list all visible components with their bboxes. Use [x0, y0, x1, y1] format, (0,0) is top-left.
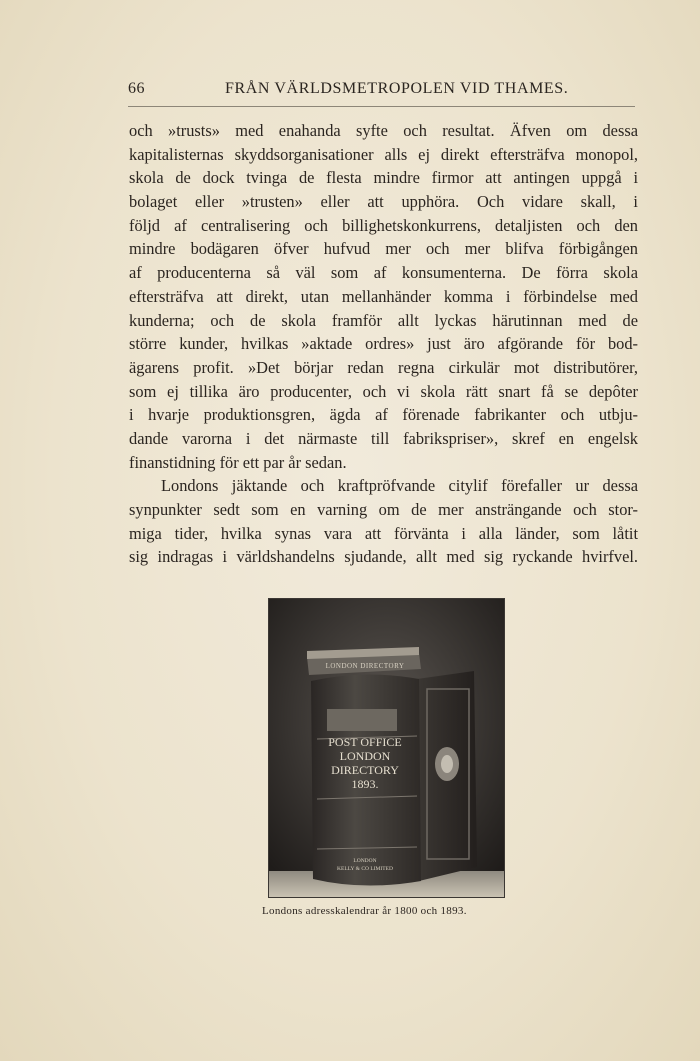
text-line: följd af centralisering och billighetskonkurrens, detaljisten och den — [129, 215, 638, 235]
text-line: kunderna; och de skola framför allt lyckas härutinnan med de — [129, 310, 638, 330]
text-line: skola de dock tvinga de flesta mindre firmor att antingen uppgå i — [129, 168, 638, 188]
text-line: bolaget eller »trusten» eller att upphöra. Och vidare skall, i — [129, 192, 638, 212]
text-line: eftersträfva att direkt, utan mellanhänder komma i förbindelse med — [129, 286, 638, 306]
title-line: LONDON — [339, 749, 391, 763]
text-line: kapitalisternas skyddsorganisationer alls ej direkt eftersträfva monopol, — [129, 144, 638, 164]
running-title: FRÅN VÄRLDSMETROPOLEN VID THAMES. — [225, 80, 569, 97]
text-line: synpunkter sedt som en varning om de mer ansträngande och stor- — [129, 500, 638, 519]
text-line: och »trusts» med enahanda syfte och resultat. Äfven om dessa — [129, 121, 638, 140]
text-line: finanstidning för ett par år sedan. — [129, 452, 347, 472]
header-rule — [128, 106, 635, 107]
imprint-line: LONDON — [353, 858, 377, 864]
title-line: DIRECTORY — [331, 763, 399, 777]
text-line: mindre bodägaren öfver hufvud mer och mer blifva förbigången — [129, 239, 638, 259]
text-line: större kunder, hvilkas »aktade ordres» just äro afgörande för bod- — [129, 334, 638, 354]
text-line: Londons jäktande och kraftpröfvande citylif förefaller ur dessa — [161, 476, 638, 496]
body-text — [129, 119, 638, 569]
small-book-spine-label: LONDON DIRECTORY — [325, 662, 405, 670]
title-line: 1893. — [351, 777, 379, 791]
text-line: af producenterna så väl som af konsumenterna. De förra skola — [129, 263, 638, 283]
text-line: miga tider, hvilka synas vara att förvänta i alla länder, som låtit — [129, 523, 638, 543]
text-line: dande varorna i det närmaste till fabrikspriser», skref en engelsk — [129, 428, 638, 448]
page-number: 66 — [128, 80, 145, 97]
title-line: POST OFFICE — [328, 735, 402, 749]
figure-caption: Londons adresskalendrar år 1800 och 1893. — [262, 905, 467, 917]
imprint-line: KELLY & CO LIMITED — [337, 866, 393, 872]
text-line: ägarens profit. »Det börjar redan regna cirkulär mot distributörer, — [129, 357, 638, 377]
text-line: sig indragas i världshandelns sjudande, allt med sig ryckande hvirfvel. — [129, 547, 638, 567]
running-header — [128, 80, 635, 102]
directory-books-illustration — [269, 599, 504, 897]
text-line: som ej tillika äro producenter, och vi skola rätt snart få se depôter — [129, 381, 638, 401]
directory-photograph — [268, 598, 505, 898]
text-line: i hvarje produktionsgren, ägda af förenade fabrikanter och utbju- — [129, 405, 638, 425]
